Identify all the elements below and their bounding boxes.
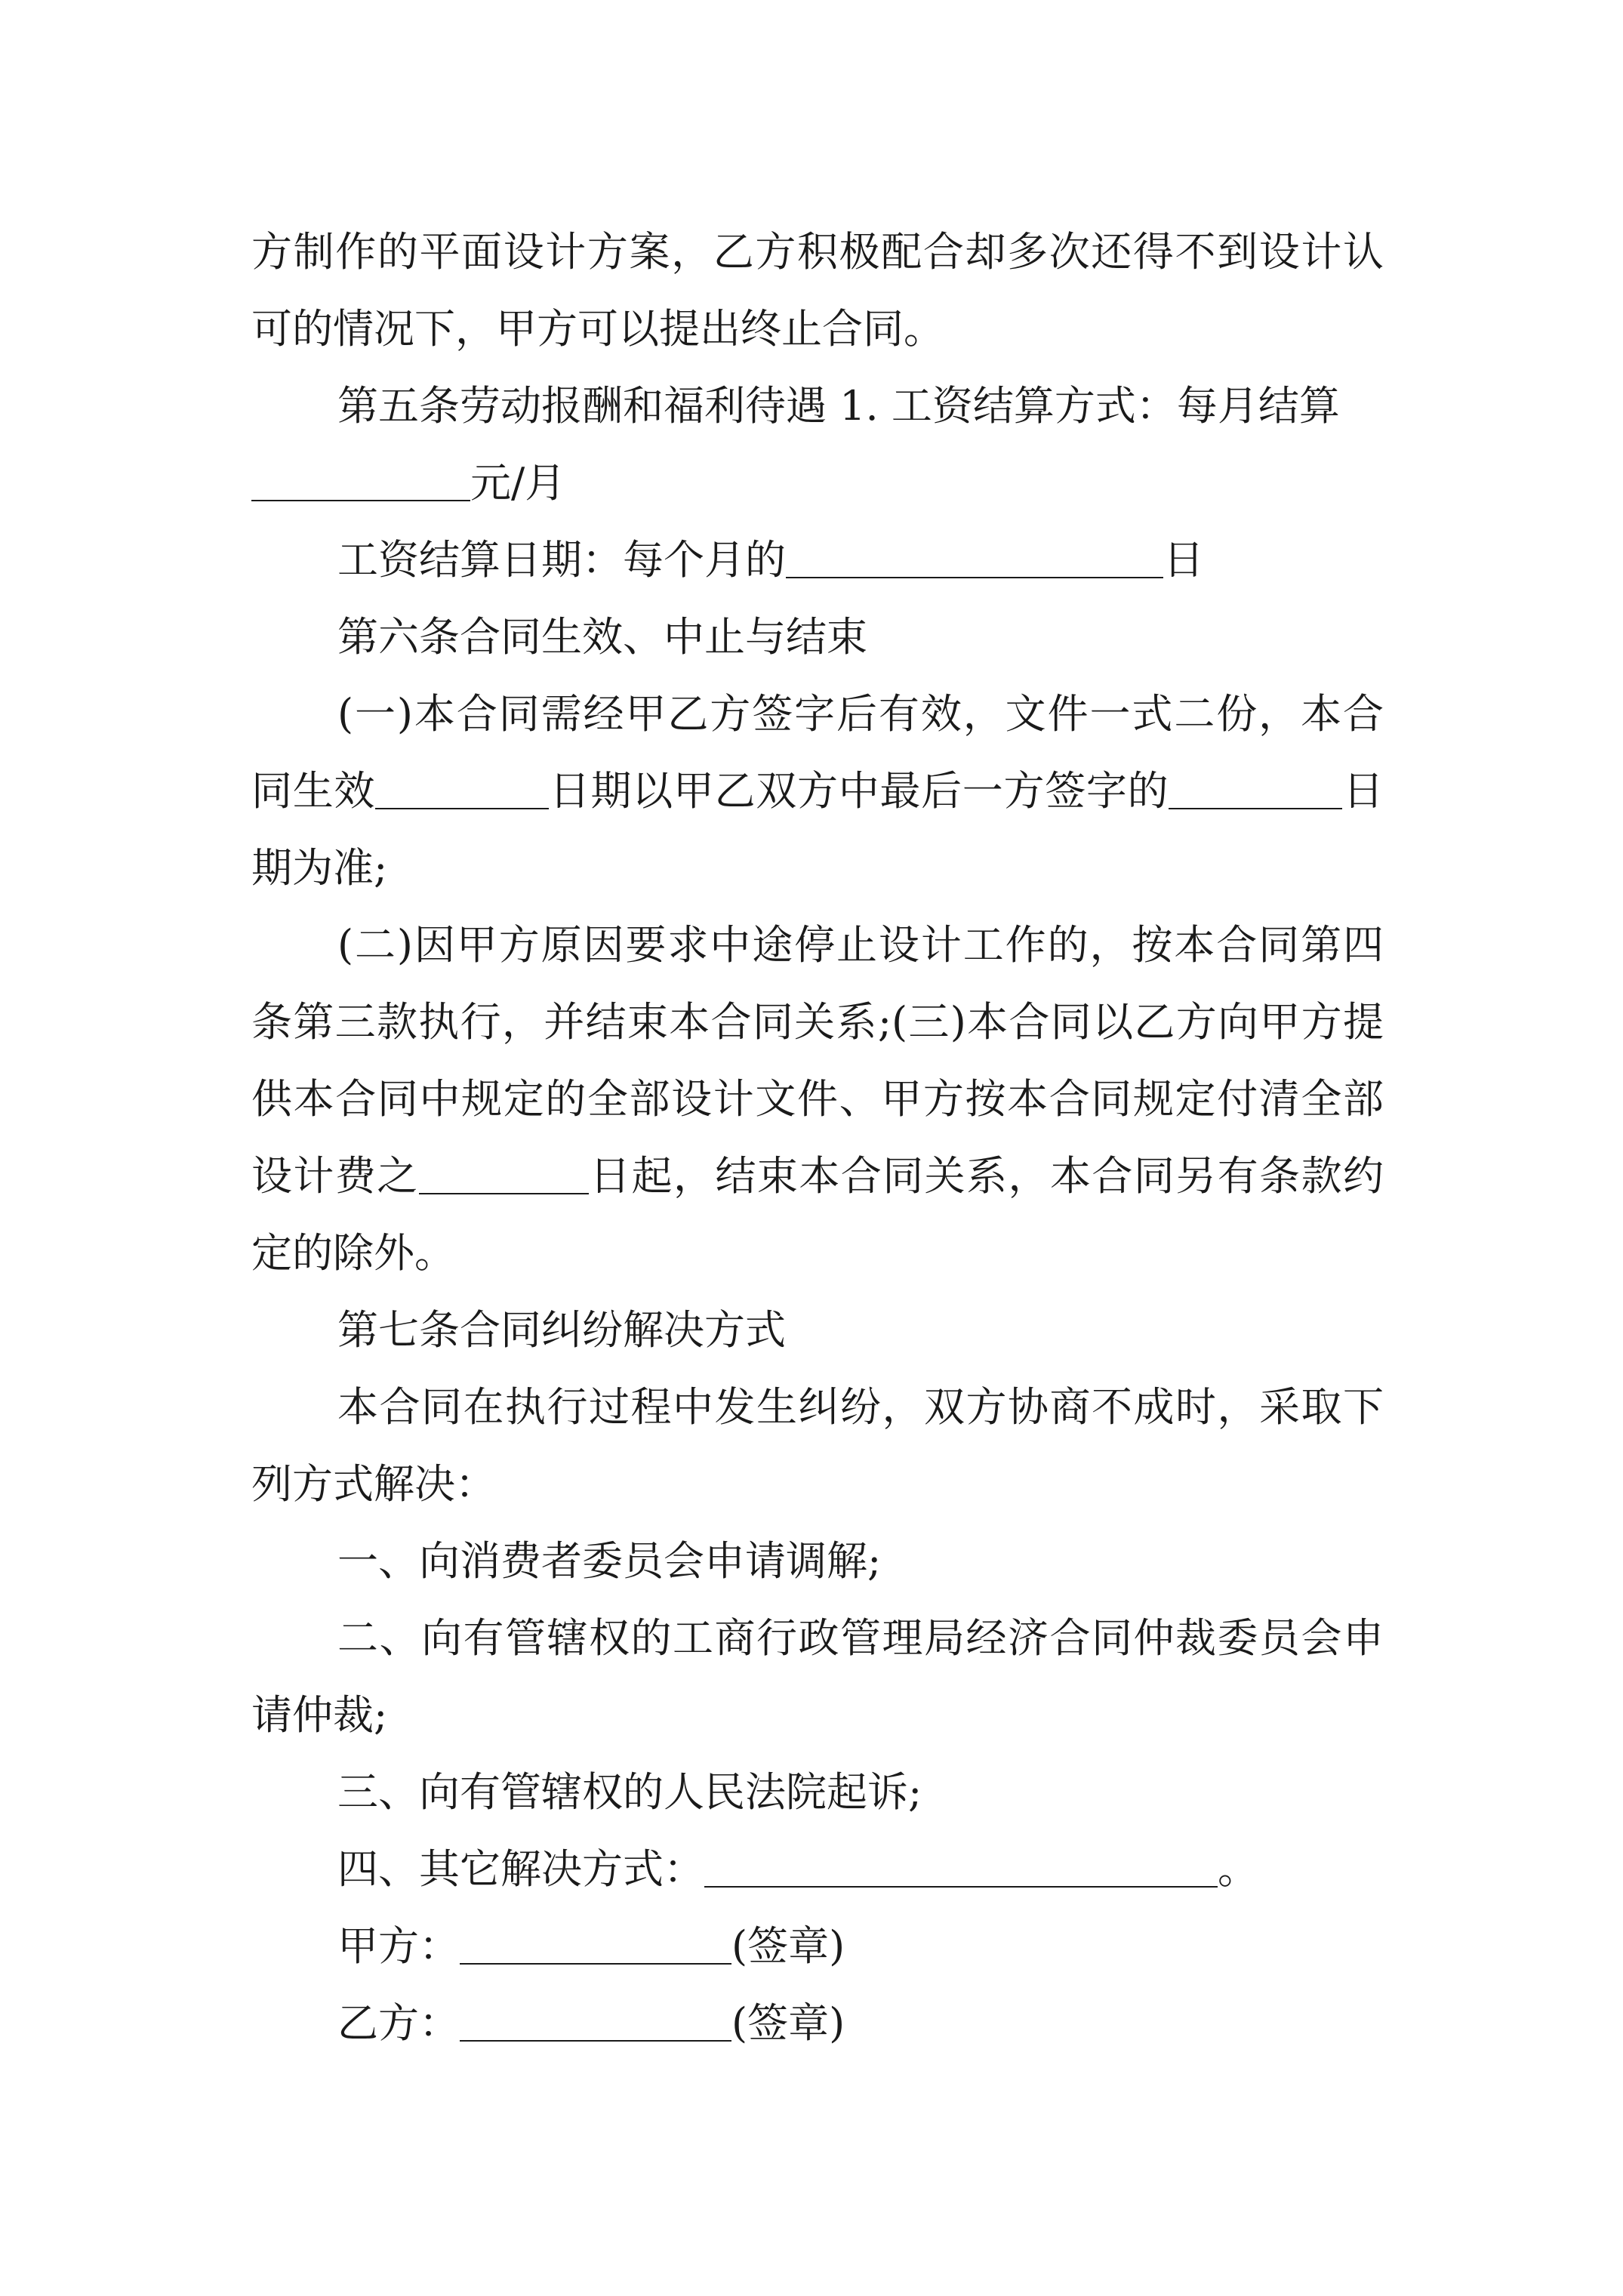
resolution-option-1 — [251, 1523, 1384, 1600]
signing-date-blank — [1169, 767, 1342, 809]
fee-paid-date-blank — [419, 1152, 589, 1194]
article-6-title: 第六条合同生效、中止与结束 — [337, 613, 867, 661]
document-body — [251, 214, 1384, 2062]
article-5-paragraph — [251, 368, 1384, 522]
monthly-unit-text: 元/月 — [470, 459, 566, 507]
resolution-option-4 — [251, 1831, 1384, 1908]
option-4-text: 四、其它解决方式： — [337, 1845, 704, 1893]
other-method-blank — [704, 1845, 1218, 1888]
clause-1-text: (一)本合同需经甲乙方签字后有效，文件一式二份，本合同生效 — [251, 690, 1384, 815]
option-1-text: 一、向消费者委员会申请调解; — [337, 1537, 882, 1585]
paragraph-text: 方制作的平面设计方案，乙方积极配合却多次还得不到设计认可的情况下，甲方可以提出终止合同。 — [251, 228, 1384, 353]
pay-day-unit: 日 — [1163, 536, 1204, 584]
party-b-label: 乙方： — [337, 1999, 460, 2047]
article-7-intro — [251, 1369, 1384, 1523]
clause-1-text-cont: 日期以甲乙双方中最后一方签字的 — [549, 767, 1169, 815]
option-4-end: 。 — [1218, 1845, 1258, 1893]
party-a-seal-text: (签章) — [731, 1922, 845, 1970]
article-6-clause-1 — [251, 676, 1384, 907]
party-b-signature-line — [251, 1985, 1384, 2062]
party-a-label: 甲方： — [337, 1922, 460, 1970]
article-6-heading — [251, 599, 1384, 676]
article-5-text: 第五条劳动报酬和福利待遇 1. 工资结算方式：每月结算 — [337, 382, 1340, 430]
party-b-seal-text: (签章) — [731, 1999, 845, 2047]
article-7-intro-text: 本合同在执行过程中发生纠纷，双方协商不成时，采取下列方式解决： — [251, 1383, 1384, 1508]
resolution-option-2 — [251, 1600, 1384, 1754]
party-a-signature-line — [251, 1908, 1384, 1985]
party-b-sign-blank — [460, 1999, 731, 2042]
option-3-text: 三、向有管辖权的人民法院起诉; — [337, 1768, 922, 1816]
article-6-clause-2 — [251, 907, 1384, 1292]
clause-2-text-end: 日起，结束本合同关系，本合同另有条款约定的除外。 — [251, 1152, 1384, 1277]
pay-date-text: 工资结算日期：每个月的 — [337, 536, 786, 584]
pay-day-blank — [786, 536, 1163, 578]
article-7-heading — [251, 1292, 1384, 1369]
monthly-amount-blank — [251, 459, 470, 501]
paragraph-continuation — [251, 214, 1384, 368]
clause-2-text: (二)因甲方原因要求中途停止设计工作的，按本合同第四条第三款执行，并结束本合同关系;(三)本合同以乙方向甲方提供本合同中规定的全部设计文件、甲方按本合同规定付清全部设计费之 — [251, 921, 1384, 1200]
pay-date-paragraph — [251, 522, 1384, 599]
clause-1-text-end: 日期为准; — [251, 767, 1384, 892]
party-a-sign-blank — [460, 1922, 731, 1965]
article-7-title: 第七条合同纠纷解决方式 — [337, 1306, 786, 1354]
effective-blank — [375, 767, 549, 809]
option-2-text: 二、向有管辖权的工商行政管理局经济合同仲裁委员会申请仲裁; — [251, 1614, 1384, 1739]
resolution-option-3 — [251, 1754, 1384, 1831]
